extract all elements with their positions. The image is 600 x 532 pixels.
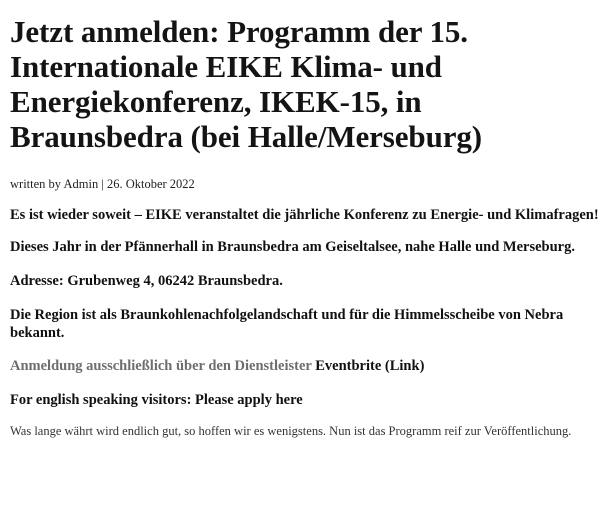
article-title: Jetzt anmelden: Programm der 15. Internationale EIKE Klima- und Energiekonferenz, IKEK-15, in Braunsbedra (bei Halle/Merseburg)	[10, 14, 482, 154]
byline	[10, 176, 600, 192]
english-paragraph	[10, 391, 600, 409]
byline-prefix: written by	[10, 177, 64, 191]
registration-paragraph	[10, 357, 600, 375]
venue-paragraph: Dieses Jahr in der Pfännerhall in Braunsbedra am Geiseltalsee, nahe Halle und Merseburg.	[10, 239, 575, 255]
address-paragraph: Adresse: Grubenweg 4, 06242 Braunsbedra.	[10, 273, 283, 289]
region-paragraph: Die Region ist als Braunkohlenachfolgelandschaft und für die Himmelsscheibe von Nebra bekannt.	[10, 307, 564, 341]
eventbrite-link[interactable]: Link	[389, 358, 420, 374]
closing-paragraph: Was lange währt wird endlich gut, so hoffen wir es wenigstens. Nun ist das Programm reif zur Veröffentlichung.	[10, 424, 572, 438]
author-link[interactable]: Admin	[63, 177, 99, 191]
english-apply-link[interactable]: For english speaking visitors: Please apply here	[10, 392, 303, 408]
registration-paren-open: (	[381, 358, 390, 374]
registration-provider: Eventbrite	[315, 358, 382, 374]
byline-separator: |	[98, 177, 107, 191]
publish-date: 26. Oktober 2022	[106, 177, 195, 191]
registration-prefix: Anmeldung ausschließlich über den Dienstleister	[10, 358, 312, 374]
intro-paragraph: Es ist wieder soweit – EIKE veranstaltet die jährliche Konferenz zu Energie- und Klimafragen!	[10, 207, 599, 223]
registration-paren-close: )	[419, 358, 425, 374]
